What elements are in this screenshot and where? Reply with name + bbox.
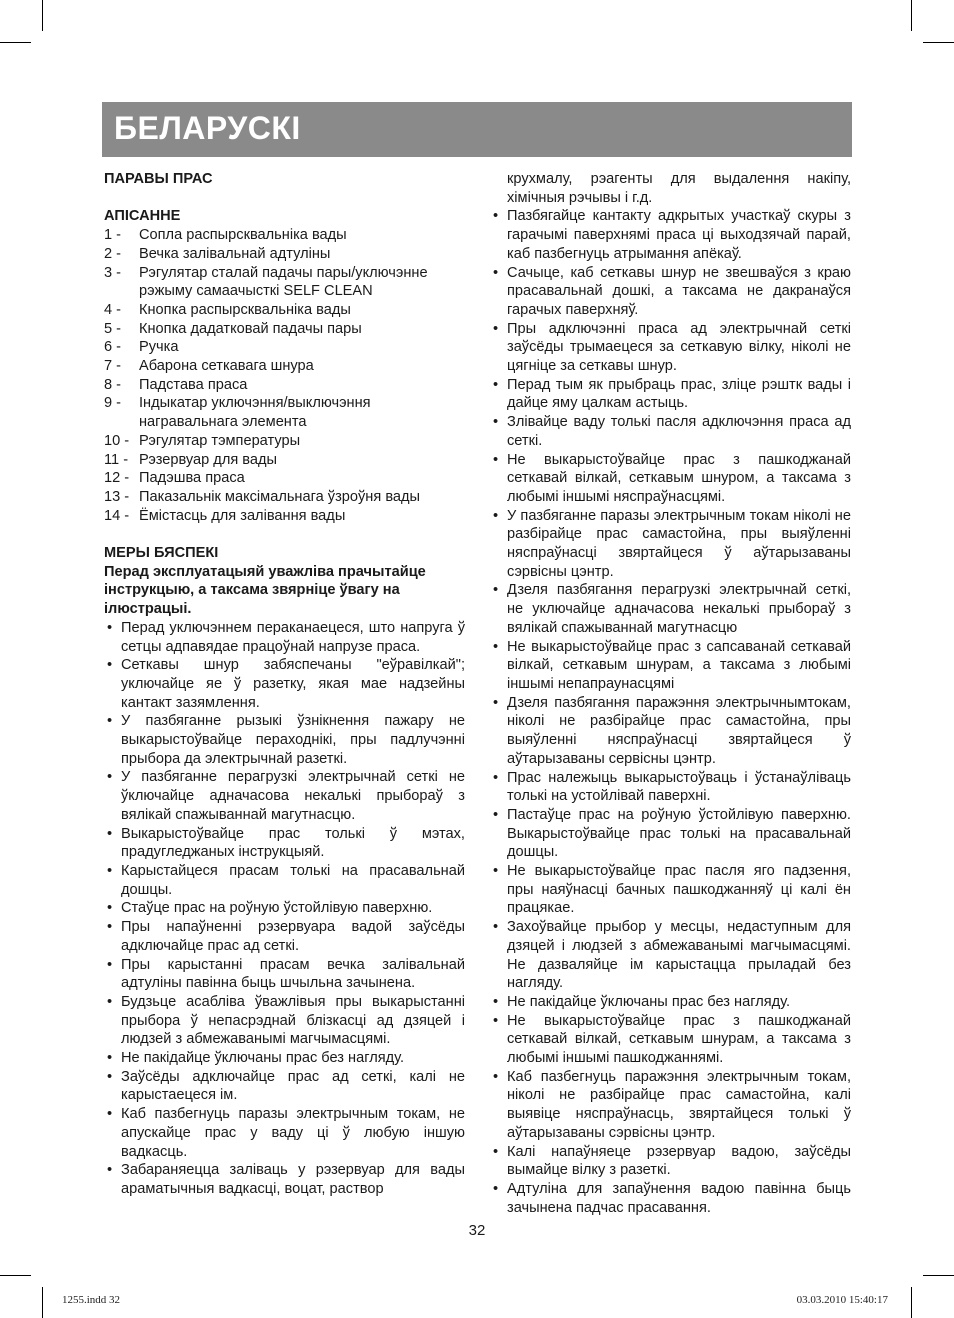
safety-bullet xyxy=(490,1012,851,1068)
bullet-text: Стаўце прас на роўную ўстойлівую паверхню. xyxy=(121,900,433,917)
bullet-text: У пазбяганне паразы электрычным токам ніколі не разбірайце прас самастойна, пры выяўленні няспраўнасці звяртайцеся ў аўтарызаваны сэрвісны цэнтр. xyxy=(507,507,851,580)
bullet-text: Будзьце асабліва ўважлівыя пры выкарыстанні прыбора ў непасрэднай блізкасці ад дзяцей і людзей з абмежаванымі магчымасцямі. xyxy=(121,993,465,1048)
bullet-dot-icon: • xyxy=(107,862,113,879)
bullet-dot-icon: • xyxy=(107,713,113,730)
bullet-dot-icon: • xyxy=(107,825,113,842)
bullet-dot-icon: • xyxy=(493,320,499,337)
bullet-text: Пазбягайце кантакту адкрытых участкаў скуры з гарачымі паверхнямі праса ці выходзячай парай, каб пазбегнуць атрымання апёкаў. xyxy=(507,208,851,262)
crop-mark xyxy=(42,1287,43,1318)
bullet-dot-icon: • xyxy=(493,1143,499,1160)
safety-bullet xyxy=(490,769,851,806)
bullet-text: Сачыце, каб сеткавы шнур не звешваўся з краю прасавальнай дошкі, а таксама не дакранаўся гарачых паверхняў. xyxy=(507,264,851,318)
description-item xyxy=(104,301,465,320)
crop-mark xyxy=(911,1287,912,1318)
bullet-dot-icon: • xyxy=(493,1180,499,1197)
description-item xyxy=(104,226,465,245)
bullet-dot-icon: • xyxy=(493,414,499,431)
item-text: Кнопка распырсквальніка вады xyxy=(139,301,351,318)
item-number: 2 - xyxy=(104,245,122,262)
safety-bullet xyxy=(104,656,465,712)
safety-bullet xyxy=(104,619,465,656)
item-number: 3 - xyxy=(104,264,122,281)
bullet-text: Не выкарыстоўвайце прас з сапсаванай сеткавай вілкай, сеткавым шнурам, а таксама з любымі іншымі непапраунасцямі xyxy=(507,638,851,692)
item-number: 13 - xyxy=(104,488,130,505)
description-item xyxy=(104,394,465,431)
safety-bullet xyxy=(490,581,851,637)
bullet-dot-icon: • xyxy=(493,694,499,711)
bullet-text: Не выкарыстоўвайце прас пасля яго падзення, пры наяўнасці бачных пашкоджанняў ці калі ён працякае. xyxy=(507,863,851,917)
item-text: Вечка залівальнай адтуліны xyxy=(139,245,331,262)
bullet-dot-icon: • xyxy=(493,264,499,281)
bullet-dot-icon: • xyxy=(493,769,499,786)
item-number: 6 - xyxy=(104,339,122,356)
item-text: Рэгулятар тэмпературы xyxy=(139,432,301,449)
bullet-text: Пры карыстанні прасам вечка залівальнай адтуліны павінна быць шчыльна зачынена. xyxy=(121,956,465,992)
safety-bullet xyxy=(490,638,851,694)
item-number: 10 - xyxy=(104,432,130,449)
bullet-text: Дзеля пазбягання паражэння электрычнымтокам, ніколі не разбірайце прас самастойна, пры выяўленні няспраўнасці звяртайцеся ў аўтарызаваны сервісны цэнтр. xyxy=(507,694,851,767)
safety-bullet xyxy=(104,956,465,993)
safety-heading: МЕРЫ БЯСПЕКІ xyxy=(104,545,219,562)
page-number: 32 xyxy=(468,1222,486,1239)
safety-bullet xyxy=(490,320,851,376)
description-item xyxy=(104,338,465,357)
bullet-text: Злівайце ваду толькі пасля адключэння праса ад сеткі. xyxy=(507,414,851,449)
safety-list-left xyxy=(104,619,465,1199)
safety-bullet xyxy=(490,806,851,862)
bullet-text: Не выкарыстоўвайце прас з пашкоджанай сеткавай вілкай, сеткавым шнуром, а таксама з любымі іншымі няспраўнасцямі. xyxy=(507,451,851,505)
safety-bullet xyxy=(490,413,851,450)
bullet-text: Выкарыстоўвайце прас толькі ў мэтах, прадугледжаных інструкцыяй. xyxy=(121,825,465,861)
crop-mark xyxy=(911,0,912,31)
bullet-text: Адтуліна для запаўнення вадою павінна быць зачынена падчас прасавання. xyxy=(507,1180,851,1216)
description-item xyxy=(104,432,465,451)
safety-bullet xyxy=(490,507,851,582)
safety-bullet xyxy=(490,1180,851,1217)
item-text: Падстава праса xyxy=(139,376,248,393)
item-number: 8 - xyxy=(104,376,122,393)
bullet-text: Калі напаўняеце рэзервуар вадою, заўсёды вымайце вілку з разеткі. xyxy=(507,1143,851,1179)
crop-mark xyxy=(42,0,43,31)
safety-bullet xyxy=(490,993,851,1012)
safety-bullet xyxy=(104,712,465,768)
language-banner xyxy=(102,102,852,157)
safety-bullet xyxy=(104,1049,465,1068)
crop-mark xyxy=(0,1275,31,1276)
description-item xyxy=(104,376,465,395)
description-heading: АПІСАННЕ xyxy=(104,208,181,225)
bullet-text: Прас належыць выкарыстоўваць і ўстанаўліваць толькі на устойлівай паверхні. xyxy=(507,769,851,805)
bullet-text: Пры напаўненні рэзервуара вадой заўсёды адключайце прас ад сеткі. xyxy=(121,919,465,954)
bullet-dot-icon: • xyxy=(493,993,499,1010)
description-item xyxy=(104,357,465,376)
safety-bullet xyxy=(490,207,851,263)
bullet-dot-icon: • xyxy=(107,1162,113,1179)
bullet-dot-icon: • xyxy=(493,863,499,880)
item-number: 7 - xyxy=(104,358,122,375)
bullet-text: Каб пазбегнуць паразы электрычным токам, не апускайце прас у ваду ці ў любую іншую вадкасць. xyxy=(121,1106,465,1160)
bullet-dot-icon: • xyxy=(107,900,113,917)
bullet-text: Не выкарыстоўвайце прас з пашкоджанай сеткавай вілкай, сеткавым шнурам, а таксама з любымі іншымі пашкоджаннямі. xyxy=(507,1012,851,1067)
safety-bullet xyxy=(490,376,851,413)
safety-bullet xyxy=(490,1143,851,1180)
bullet-dot-icon: • xyxy=(493,451,499,468)
item-number: 5 - xyxy=(104,320,122,337)
item-number: 1 - xyxy=(104,227,122,244)
safety-list-right xyxy=(490,207,851,1217)
bullet-text: Пры адключэнні праса ад электрычнай сеткі заўсёды трымаецеся за сеткавую вілку, ніколі не цягніце за сеткавы шнур. xyxy=(507,320,851,375)
bullet-text: Не пакідайце ўключаны прас без нагляду. xyxy=(121,1050,405,1067)
safety-bullet xyxy=(490,264,851,320)
bullet-text: Заўсёды адключайце прас ад сеткі, калі не карыстаецеся ім. xyxy=(121,1068,465,1104)
crop-mark xyxy=(0,42,31,43)
item-text: Абарона сеткавага шнура xyxy=(139,358,314,375)
safety-bullet xyxy=(104,862,465,899)
bullet-text: Забараняецца заліваць у рэзервуар для вады араматычныя вадкасці, воцат, раствор xyxy=(121,1162,465,1197)
bullet-dot-icon: • xyxy=(493,1068,499,1085)
bullet-dot-icon: • xyxy=(107,769,113,786)
description-item xyxy=(104,507,465,526)
bullet-text: Не пакідайце ўключаны прас без нагляду. xyxy=(507,993,791,1010)
crop-mark xyxy=(923,1275,954,1276)
bullet-text: Захоўвайце прыбор у месцы, недаступным для дзяцей і людзей з абмежаванымі магчымасцямі. Не дазваляйце ім карыстацца прыладай без нагляду. xyxy=(507,919,851,992)
bullet-dot-icon: • xyxy=(493,208,499,225)
bullet-dot-icon: • xyxy=(493,638,499,655)
safety-bullet xyxy=(104,1068,465,1105)
safety-bullet xyxy=(104,1105,465,1161)
item-text: Рэгулятар сталай падачы пары/уключэнне рэжыму самаачысткі SELF CLEAN xyxy=(139,264,428,300)
continued-text: крухмалу, рэагенты для выдалення накіпу, хімічныя рэчывы і г.д. xyxy=(507,171,851,206)
item-text: Індыкатар уключэння/выключэння награвальнага элемента xyxy=(139,395,371,431)
bullet-dot-icon: • xyxy=(107,956,113,973)
bullet-dot-icon: • xyxy=(493,806,499,823)
bullet-text: Перад тым як прыбраць прас, зліце рэштк вады і дайце яму цалкам астыць. xyxy=(507,376,851,412)
item-number: 11 - xyxy=(104,451,129,468)
product-title: ПАРАВЫ ПРАС xyxy=(104,171,213,187)
item-number: 14 - xyxy=(104,507,130,524)
item-text: Сопла распырсквальніка вады xyxy=(139,227,347,244)
description-item xyxy=(104,320,465,339)
bullet-text: Дзеля пазбягання перагрузкі электрычнай сеткі, не уключайце адначасова некалькі прыбораў з вялікай спажываннай магутнасцю xyxy=(507,582,851,636)
bullet-dot-icon: • xyxy=(493,919,499,936)
bullet-text: У пазбяганне перагрузкі электрычнай сеткі не ўключайце адначасова некалькі прыбораў з вялікай спажываннай магутнасцю. xyxy=(121,769,465,823)
item-text: Кнопка дадатковай падачы пары xyxy=(139,320,362,337)
item-text: Ёмістасць для залівання вады xyxy=(139,507,346,524)
item-number: 4 - xyxy=(104,301,122,318)
print-datetime: 03.03.2010 15:40:17 xyxy=(796,1294,888,1306)
item-text: Ручка xyxy=(139,339,179,356)
description-item xyxy=(104,264,465,301)
right-column xyxy=(490,170,851,1217)
safety-bullet xyxy=(490,1068,851,1143)
bullet-text: Карыстайцеся прасам толькі на прасавальнай дошцы. xyxy=(121,862,465,898)
bullet-text: Перад уключэннем пераканаецеся, што напруга ў сетцы адпавядае працоўнай напрузе праса. xyxy=(121,619,465,655)
description-list xyxy=(104,226,465,525)
safety-bullet xyxy=(490,451,851,507)
item-number: 9 - xyxy=(104,395,122,412)
bullet-text: Сеткавы шнур забяспечаны "еўравілкай"; уключайце яе ў разетку, якая мае надзейны кантакт зазямлення. xyxy=(121,657,465,711)
bullet-dot-icon: • xyxy=(107,1106,113,1123)
safety-bullet xyxy=(104,768,465,824)
safety-bullet xyxy=(104,825,465,862)
bullet-dot-icon: • xyxy=(493,1012,499,1029)
item-text: Падэшва праса xyxy=(139,470,245,487)
safety-bullet xyxy=(104,899,465,918)
description-item xyxy=(104,488,465,507)
bullet-text: У пазбяганне рызыкі ўзнікнення пажару не выкарыстоўвайце пераходнікі, пры падлучэнні прыбора да электрычнай разеткі. xyxy=(121,713,465,767)
description-item xyxy=(104,451,465,470)
description-item xyxy=(104,469,465,488)
safety-bullet xyxy=(104,993,465,1049)
safety-bullet xyxy=(104,1161,465,1198)
bullet-dot-icon: • xyxy=(107,1068,113,1085)
bullet-dot-icon: • xyxy=(107,1050,113,1067)
safety-intro: Перад эксплуатацыяй уважліва прачытайце інструкцыю, а таксама звярніце ўвагу на ілюстрацыі. xyxy=(104,563,426,618)
safety-bullet xyxy=(490,694,851,769)
bullet-dot-icon: • xyxy=(493,582,499,599)
item-number: 12 - xyxy=(104,470,130,487)
crop-mark xyxy=(923,42,954,43)
bullet-dot-icon: • xyxy=(107,919,113,936)
description-item xyxy=(104,245,465,264)
file-slug: 1255.indd 32 xyxy=(62,1294,121,1306)
item-text: Паказальнік максімальнага ўзроўня вады xyxy=(139,488,421,505)
left-column xyxy=(104,170,465,1199)
bullet-dot-icon: • xyxy=(493,376,499,393)
safety-bullet xyxy=(104,918,465,955)
section-title: БЕЛАРУСКІ xyxy=(114,110,301,146)
bullet-text: Пастаўце прас на роўную ўстойлівую паверхню. Выкарыстоўвайце прас толькі на прасавальнай дошцы. xyxy=(507,806,851,861)
bullet-dot-icon: • xyxy=(107,993,113,1010)
bullet-text: Каб пазбегнуць паражэння электрычным токам, ніколі не разбірайце прас самастойна, калі выявіце няспраўнасць, звяртайцеся толькі ў аўтарызаваны сэрвісны цэнтр. xyxy=(507,1068,851,1141)
item-text: Рэзервуар для вады xyxy=(139,451,278,468)
safety-bullet xyxy=(490,862,851,918)
bullet-dot-icon: • xyxy=(493,507,499,524)
bullet-dot-icon: • xyxy=(107,657,113,674)
bullet-dot-icon: • xyxy=(107,619,113,636)
safety-bullet xyxy=(490,918,851,993)
